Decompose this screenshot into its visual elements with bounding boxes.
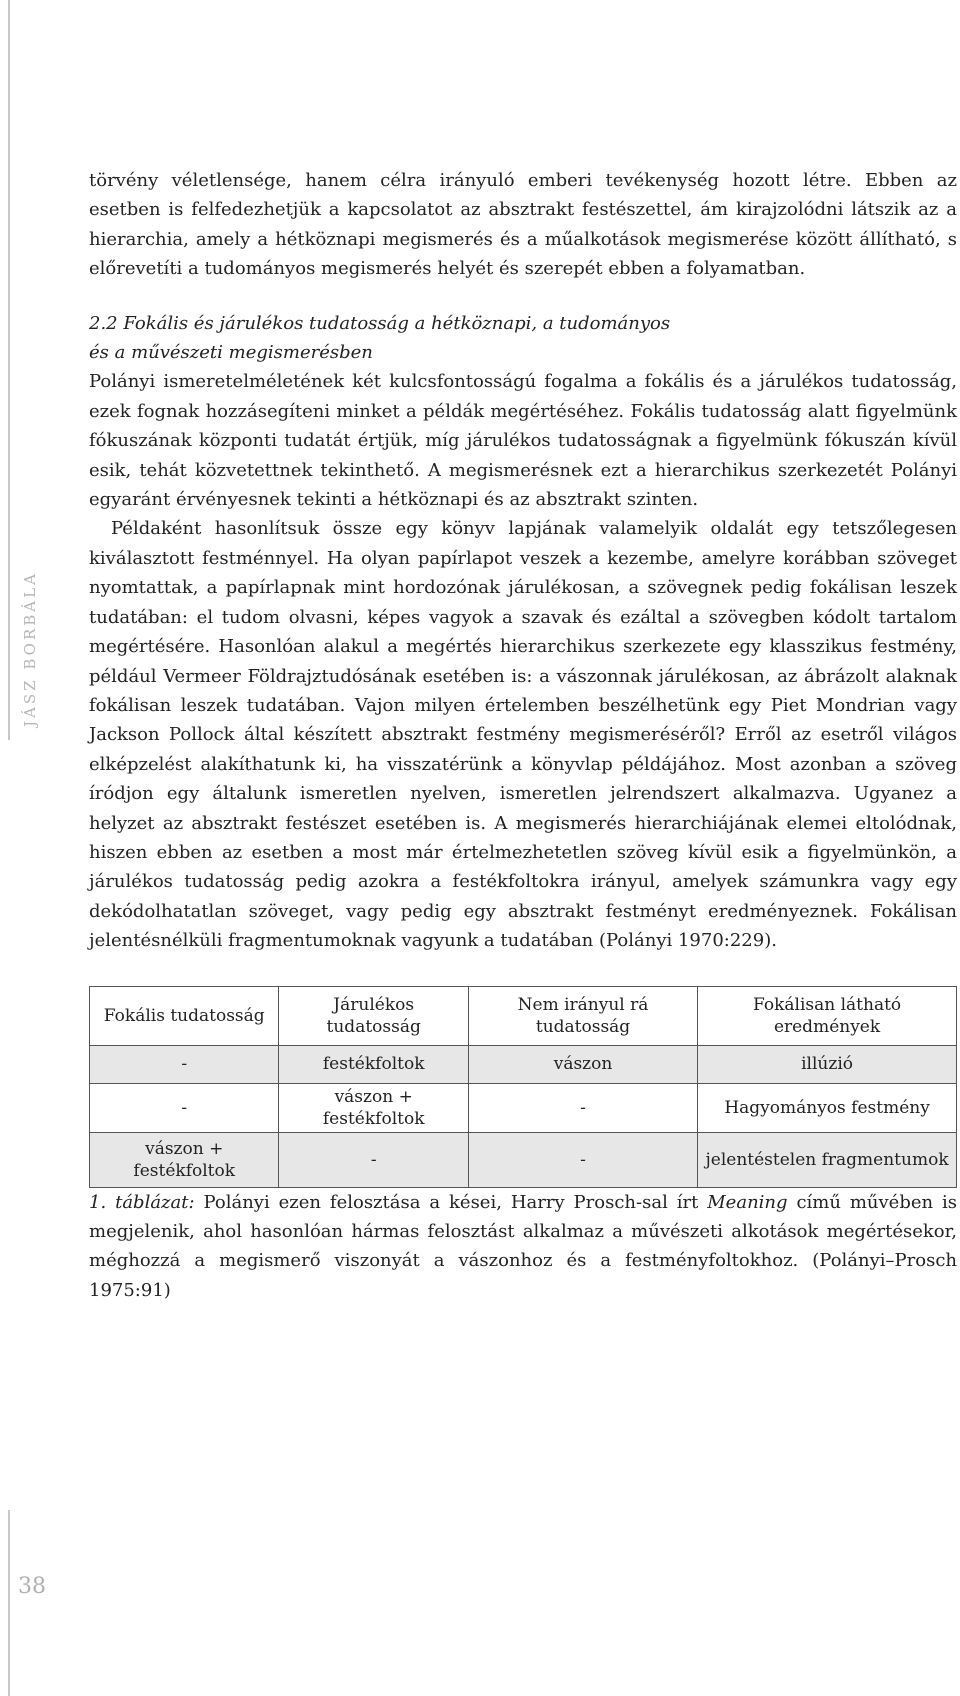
table-cell: -	[90, 1045, 279, 1083]
table-cell: vászon	[468, 1045, 697, 1083]
margin-rule-bottom	[8, 1510, 10, 1696]
awareness-table	[89, 986, 957, 1188]
table-caption	[89, 1188, 957, 1306]
table-cell: -	[90, 1083, 279, 1132]
author-name-text: JÁSZ BORBÁLA	[21, 571, 40, 727]
caption-text-after: című művében is megjelenik, ahol hasonlóan hármas felosztást alkalmaz a művészeti alkotások megértésekor, méghozzá a megismerő viszonyát a vászonhoz és a festményfoltokhoz. (Polányi–Prosch 1975:91)	[89, 1191, 957, 1301]
table-cell: -	[279, 1132, 468, 1187]
table-cell: vászon + festékfoltok	[90, 1132, 279, 1187]
table-row	[90, 1083, 957, 1132]
table-cell: -	[468, 1132, 697, 1187]
body-paragraph-2: Példaként hasonlítsuk össze egy könyv lapjának valamelyik oldalát egy tetszőlegesen kiválasztott festménnyel. Ha olyan papírlapot veszek a kezembe, amelyre korábban szöveget nyomtattak, a papírlapnak mint hordozónak járulékosan, a szövegnek pedig fokálisan leszek tudatában: el tudom olvasni, képes vagyok a szavak és ezáltal a szövegben kódolt tartalom megértésére. Hasonlóan alakul a megértés hierarchikus szerkezete egy klasszikus festmény, például Vermeer Földrajztudósának esetében is: a vászonnak járulékosan, az ábrázolt alaknak fokálisan leszek tudatában. Vajon milyen értelemben beszélhetünk egy Piet Mondrian vagy Jackson Pollock által készített absztrakt festmény megismeréséről? Erről az esetről világos elképzelést alakíthatunk ki, ha visszatérünk a könyvlap példájához. Most azonban a szöveg íródjon egy általunk ismeretlen nyelven, ismeretlen jelrendszert alkalmazva. Ugyanez a helyzet az absztrakt festészet esetében is. A megismerés hierarchiájának elemei eltolódnak, hiszen ebben az esetben a most már értelmezhetetlen szöveg kívül esik a figyelmünkön, a járulékos tudatosság pedig azokra a festékfoltokra irányul, amelyek számunkra vagy egy dekódolhatatlan szöveget, vagy pedig egy absztrakt festményt eredményeznek. Fokálisan jelentésnélküli fragmentumoknak vagyunk a tudatában (Polányi 1970:229).	[89, 518, 957, 952]
table-header-row	[90, 986, 957, 1045]
table-row	[90, 1045, 957, 1083]
table-cell: vászon + festékfoltok	[279, 1083, 468, 1132]
table-cell: Hagyományos festmény	[698, 1083, 957, 1132]
caption-label: 1. táblázat:	[89, 1191, 195, 1213]
page-content	[89, 166, 957, 1305]
body-paragraph-1: Polányi ismeretelméletének két kulcsfontosságú fogalma a fokális és a járulékos tudatosság, ezek fognak hozzásegíteni minket a példák megértéséhez. Fokális tudatosság alatt figyelmünk fókuszának központi tudatát értjük, míg járulékos tudatosságnak a figyelmünk fókuszán kívül esik, tehát közvetettnek tekinthető. A megismerésnek ezt a hierarchikus szerkezetét Polányi egyaránt érvényesnek tekinti a hétköznapi és az absztrakt szinten.	[89, 371, 957, 511]
table-header-cell: Fokális tudatosság	[90, 986, 279, 1045]
table-header-cell: Fokálisan látható eredmények	[698, 986, 957, 1045]
section-heading-line-1: 2.2 Fokális és járulékos tudatosság a hétköznapi, a tudományos	[89, 312, 671, 334]
intro-paragraph: törvény véletlensége, hanem célra irányuló emberi tevékenység hozott létre. Ebben az esetben is felfedezhetjük a kapcsolatot az absztrakt festészettel, ám kirajzolódni látszik az a hierarchia, amely a hétköznapi megismerés és a műalkotások megismerése között állítható, s előrevetíti a tudományos megismerés helyét és szerepét ebben a folyamatban.	[89, 170, 957, 280]
table-header-cell: Nem irányul rá tudatosság	[468, 986, 697, 1045]
table-cell: illúzió	[698, 1045, 957, 1083]
caption-text-before: Polányi ezen felosztása a kései, Harry Prosch-sal írt	[194, 1191, 708, 1213]
section-heading	[89, 309, 957, 368]
table-row	[90, 1132, 957, 1187]
page-number: 38	[18, 1574, 46, 1599]
table-cell: jelentéstelen fragmentumok	[698, 1132, 957, 1187]
caption-book-title: Meaning	[707, 1191, 788, 1213]
table-cell: -	[468, 1083, 697, 1132]
section-heading-line-2: és a művészeti megismerésben	[89, 342, 373, 364]
running-author-name	[10, 554, 50, 744]
table-cell: festékfoltok	[279, 1045, 468, 1083]
table-header-cell: Járulékos tudatosság	[279, 986, 468, 1045]
